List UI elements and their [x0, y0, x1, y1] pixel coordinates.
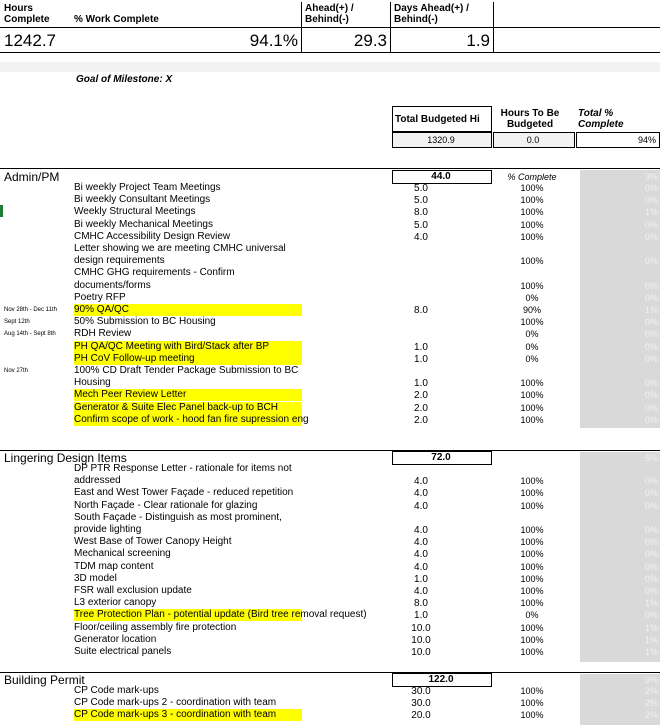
- task-name: Confirm scope of work - hood fan fire supression eng: [74, 413, 309, 425]
- admin-total: 44.0: [431, 171, 451, 182]
- permit-total: 122.0: [428, 674, 454, 685]
- task-percent-complete: 100%: [520, 231, 544, 242]
- hours-to-be-budgeted-header: Hours To Be Budgeted: [500, 108, 560, 130]
- task-weighted-percent: 0%: [644, 561, 658, 572]
- total-pct-value: 94%: [637, 135, 656, 145]
- total-complete-header: Total % Complete: [578, 108, 624, 130]
- to-be-value: 0.0: [526, 135, 540, 145]
- task-percent-complete: 100%: [520, 710, 544, 721]
- task-date: Nov 27th: [4, 368, 29, 374]
- task-percent-complete: 100%: [520, 476, 544, 487]
- task-hours: 4.0: [414, 488, 428, 500]
- task-percent-complete: 100%: [520, 586, 544, 596]
- hours-complete-value: 1242.7: [4, 31, 56, 50]
- task-percent-complete: 100%: [520, 195, 544, 206]
- task-hours: 4.0: [414, 525, 428, 536]
- task-hours: 4.0: [414, 561, 428, 573]
- task-name: CP Code mark-ups 2 - coordination with team: [74, 697, 277, 709]
- task-name-cont: documents/forms: [74, 279, 151, 291]
- task-hours: 10.0: [411, 634, 431, 646]
- task-weighted-percent: 0%: [644, 500, 658, 511]
- task-percent-complete: 100%: [520, 537, 544, 548]
- section-title-admin: Admin/PM: [4, 170, 60, 184]
- task-hours: 30.0: [411, 686, 431, 697]
- task-hours: 1.0: [414, 610, 428, 622]
- task-weighted-percent: 0%: [644, 195, 658, 206]
- task-weighted-percent: 1%: [644, 634, 658, 645]
- task-name: Letter showing we are meeting CMHC universal: [74, 243, 286, 254]
- lingering-total: 72.0: [431, 452, 451, 463]
- task-weighted-percent: 0%: [644, 256, 658, 267]
- task-name: Generator location: [74, 633, 157, 645]
- task-name: RDH Review: [74, 328, 132, 340]
- task-name: CMHC GHG requirements - Confirm: [74, 267, 235, 279]
- task-weighted-percent: 2%: [644, 710, 658, 721]
- days-ahead-header: Days Ahead(+) / Behind(-): [394, 3, 469, 25]
- task-percent-complete: 0%: [525, 329, 539, 340]
- task-name: Mechanical screening: [74, 548, 171, 560]
- task-name: PH QA/QC Meeting with Bird/Stack after BP: [74, 341, 302, 353]
- goal-of-milestone: Goal of Milestone: X: [76, 74, 173, 85]
- task-hours: 1.0: [414, 573, 428, 585]
- ahead-behind-value: 29.3: [353, 31, 387, 50]
- task-weighted-percent: 0%: [644, 537, 658, 548]
- task-name: Mech Peer Review Letter: [74, 389, 302, 401]
- task-name: PH CoV Follow-up meeting: [74, 353, 302, 365]
- task-percent-complete: 100%: [520, 634, 544, 645]
- task-weighted-percent: 1%: [644, 598, 658, 609]
- task-name: 50% Submission to BC Housing: [74, 316, 216, 328]
- task-name: L3 exterior canopy: [74, 597, 157, 609]
- task-percent-complete: 100%: [520, 698, 544, 709]
- task-percent-complete: 100%: [520, 414, 544, 425]
- task-weighted-percent: 1%: [644, 305, 658, 315]
- task-name: Poetry RFP: [74, 291, 126, 303]
- permit-right-pct: 9%: [644, 675, 658, 685]
- task-weighted-percent: 0%: [644, 573, 658, 584]
- task-name-cont: addressed: [74, 475, 121, 487]
- task-weighted-percent: 0%: [644, 341, 658, 352]
- task-weighted-percent: 0%: [644, 280, 658, 291]
- task-name-cont: design requirements: [74, 255, 165, 267]
- task-percent-complete: 100%: [520, 598, 544, 609]
- task-weighted-percent: 0%: [644, 231, 658, 242]
- task-weighted-percent: 0%: [644, 390, 658, 401]
- task-percent-complete: 0%: [525, 610, 539, 621]
- task-weighted-percent: 2%: [644, 686, 658, 696]
- task-hours: 5.0: [414, 195, 428, 207]
- task-percent-complete: 90%: [522, 305, 541, 315]
- task-name: FSR wall exclusion update: [74, 585, 192, 596]
- work-complete-header: % Work Complete: [74, 14, 159, 25]
- work-complete-value: 94.1%: [249, 31, 298, 50]
- task-weighted-percent: 0%: [644, 292, 658, 303]
- task-name: 3D model: [74, 572, 117, 584]
- task-hours: 30.0: [411, 698, 431, 710]
- task-hours: 4.0: [414, 549, 428, 561]
- task-name: Weekly Structural Meetings: [74, 206, 196, 218]
- task-weighted-percent: 0%: [644, 586, 658, 596]
- task-name: CMHC Accessibility Design Review: [74, 230, 231, 242]
- task-weighted-percent: 0%: [644, 219, 658, 230]
- task-weighted-percent: 0%: [644, 525, 658, 535]
- task-percent-complete: 100%: [520, 647, 544, 657]
- task-hours: 8.0: [414, 598, 428, 610]
- task-name: TDM map content: [74, 560, 154, 572]
- task-percent-complete: 0%: [525, 341, 539, 352]
- task-name: Tree Protection Plan - potential update (Bird tree removal request): [74, 609, 367, 621]
- task-name: North Façade - Clear rationale for glazing: [74, 499, 258, 511]
- spacer-row: [0, 62, 660, 72]
- task-name: CP Code mark-ups: [74, 685, 159, 696]
- task-percent-complete: 100%: [520, 207, 544, 218]
- task-hours: 1.0: [414, 353, 428, 365]
- task-percent-complete: 100%: [520, 525, 544, 535]
- task-date: Sept 12th: [4, 319, 30, 326]
- task-name: East and West Tower Façade - reduced repetition: [74, 487, 294, 499]
- task-hours: 20.0: [411, 710, 431, 722]
- task-name: 100% CD Draft Tender Package Submission to BC: [74, 365, 299, 376]
- task-weighted-percent: 0%: [644, 402, 658, 413]
- task-hours: 10.0: [411, 647, 431, 658]
- task-weighted-percent: 0%: [644, 414, 658, 425]
- task-hours: 4.0: [414, 231, 428, 243]
- admin-right-pct: 3%: [644, 172, 658, 182]
- task-hours: 2.0: [414, 390, 428, 402]
- total-budgeted-header: Total Budgeted Hi: [395, 114, 480, 125]
- task-percent-complete: 0%: [525, 353, 539, 364]
- task-name-cont: provide lighting: [74, 524, 142, 535]
- task-name-cont: Housing: [74, 377, 111, 389]
- task-name: Bi weekly Consultant Meetings: [74, 194, 211, 206]
- task-weighted-percent: 0%: [644, 549, 658, 560]
- ahead-behind-header: Ahead(+) / Behind(-): [305, 3, 354, 25]
- lingering-right-pct: 5%: [644, 453, 658, 463]
- task-name: Bi weekly Mechanical Meetings: [74, 218, 213, 230]
- task-hours: 4.0: [414, 500, 428, 512]
- task-date: Aug 14th - Sept 8th: [4, 331, 56, 338]
- task-percent-complete: 100%: [520, 573, 544, 584]
- task-hours: 5.0: [414, 219, 428, 231]
- task-weighted-percent: 0%: [644, 317, 658, 328]
- days-ahead-value: 1.9: [466, 31, 490, 50]
- task-percent-complete: 100%: [520, 280, 544, 291]
- task-weighted-percent: 2%: [644, 698, 658, 709]
- task-name: CP Code mark-ups 3 - coordination with team: [74, 709, 302, 721]
- task-hours: 10.0: [411, 622, 431, 634]
- section-title-lingering: Lingering Design Items: [4, 451, 127, 465]
- task-percent-complete: 100%: [520, 622, 544, 633]
- task-hours: 1.0: [414, 378, 428, 390]
- task-percent-complete: 100%: [520, 561, 544, 572]
- task-hours: 4.0: [414, 476, 428, 488]
- task-weighted-percent: 0%: [644, 476, 658, 487]
- hours-complete-header: Hours Complete: [4, 3, 50, 25]
- task-hours: 8.0: [414, 207, 428, 219]
- task-hours: 8.0: [414, 305, 428, 316]
- task-name: West Base of Tower Canopy Height: [74, 536, 232, 548]
- task-percent-complete: 100%: [520, 500, 544, 511]
- task-name: Suite electrical panels: [74, 646, 172, 657]
- task-percent-complete: 100%: [520, 256, 544, 267]
- task-percent-complete: 100%: [520, 686, 544, 696]
- task-weighted-percent: 1%: [644, 207, 658, 218]
- task-percent-complete: 100%: [520, 488, 544, 499]
- task-weighted-percent: 0%: [644, 488, 658, 499]
- task-weighted-percent: 0%: [644, 329, 658, 340]
- budgeted-value: 1320.9: [427, 135, 455, 145]
- task-name: Generator & Suite Elec Panel back-up to BCH: [74, 402, 302, 414]
- task-weighted-percent: 1%: [644, 647, 658, 657]
- task-weighted-percent: 0%: [644, 378, 658, 389]
- task-percent-complete: 100%: [520, 402, 544, 413]
- task-hours: 4.0: [414, 586, 428, 597]
- task-name: 90% QA/QC: [74, 304, 302, 316]
- task-weighted-percent: 0%: [644, 610, 658, 621]
- task-name: South Façade - Distinguish as most prominent,: [74, 511, 282, 523]
- task-hours: 4.0: [414, 537, 428, 549]
- task-percent-complete: 0%: [525, 292, 539, 303]
- row-selector-marker: [0, 205, 3, 217]
- section-title-permit: Building Permit: [4, 673, 85, 687]
- task-percent-complete: 100%: [520, 390, 544, 401]
- task-percent-complete: 100%: [520, 317, 544, 328]
- task-weighted-percent: 0%: [644, 183, 658, 193]
- task-name: DP PTR Response Letter - rationale for items not: [74, 463, 292, 474]
- task-hours: 2.0: [414, 402, 428, 414]
- task-date: Nov 28th - Dec 11th: [4, 307, 57, 313]
- task-weighted-percent: 0%: [644, 353, 658, 364]
- complete-column-header: % Complete: [507, 172, 557, 182]
- task-name: Floor/ceiling assembly fire protection: [74, 621, 237, 633]
- task-name: Bi weekly Project Team Meetings: [74, 182, 221, 193]
- task-hours: 5.0: [414, 183, 428, 194]
- task-weighted-percent: 1%: [644, 622, 658, 633]
- task-percent-complete: 100%: [520, 183, 544, 193]
- task-percent-complete: 100%: [520, 378, 544, 389]
- task-percent-complete: 100%: [520, 549, 544, 560]
- task-hours: 1.0: [414, 341, 428, 353]
- task-hours: 2.0: [414, 414, 428, 426]
- task-percent-complete: 100%: [520, 219, 544, 230]
